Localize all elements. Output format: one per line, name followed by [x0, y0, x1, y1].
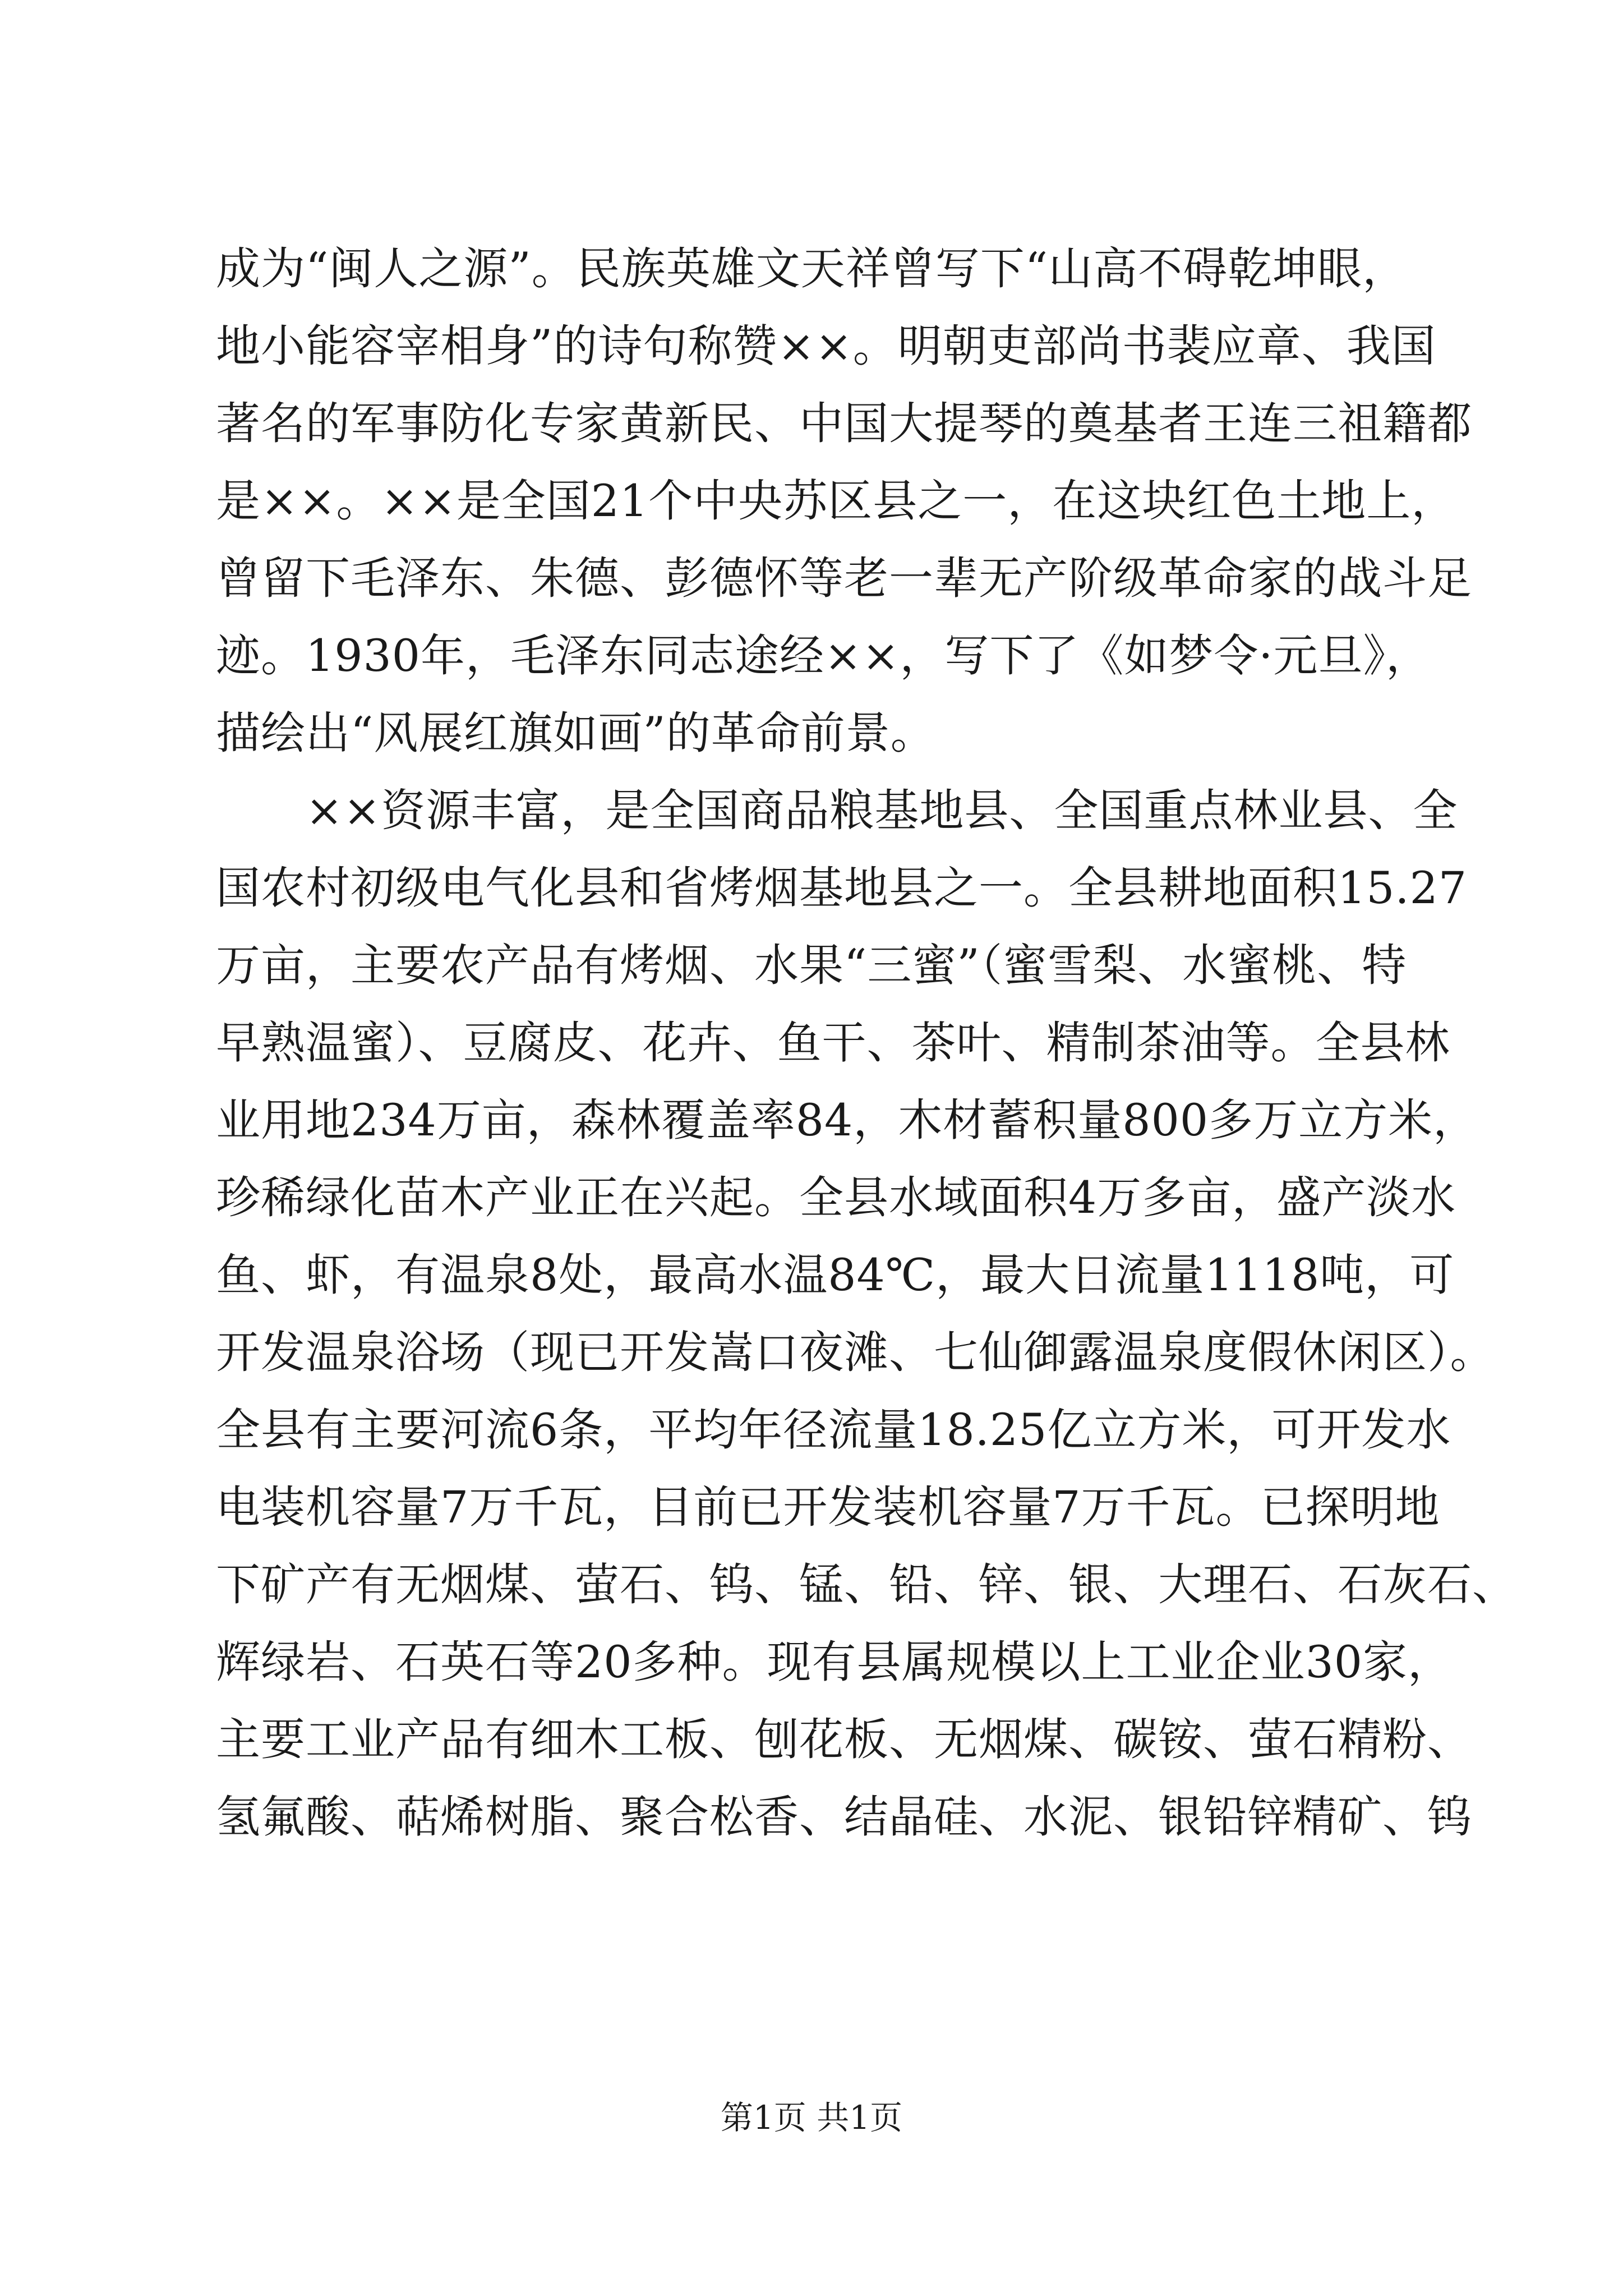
text-line: 鱼、虾，有温泉8处，最高水温84℃，最大日流量1118吨，可	[216, 1249, 1455, 1301]
text-line: 早熟温蜜）、豆腐皮、花卉、鱼干、茶叶、精制茶油等。全县林	[216, 1017, 1450, 1069]
text-line: 国农村初级电气化县和省烤烟基地县之一。全县耕地面积15.27	[216, 862, 1468, 914]
text-line: 万亩，主要农产品有烤烟、水果“三蜜”（蜜雪梨、水蜜桃、特	[216, 940, 1407, 991]
text-line: 地小能容宰相身”的诗句称赞××。明朝吏部尚书裴应章、我国	[216, 320, 1436, 372]
text-line: 主要工业产品有细木工板、刨花板、无烟煤、碳铵、萤石精粉、	[216, 1714, 1472, 1765]
page-footer	[0, 2095, 1623, 2140]
text-line: 电装机容量7万千瓦，目前已开发装机容量7万千瓦。已探明地	[216, 1481, 1440, 1533]
text-line: 曾留下毛泽东、朱德、彭德怀等老一辈无产阶级革命家的战斗足	[216, 553, 1472, 604]
body-text	[216, 230, 1517, 1856]
text-line: 辉绿岩、石英石等20多种。现有县属规模以上工业企业30家，	[216, 1636, 1453, 1688]
text-line: 珍稀绿化苗木产业正在兴起。全县水域面积4万多亩，盛产淡水	[216, 1172, 1456, 1223]
text-line: 业用地234万亩，森林覆盖率84，木材蓄积量800多万立方米，	[216, 1094, 1478, 1146]
text-line: 开发温泉浴场（现已开发嵩口夜滩、七仙御露温泉度假休闲区）。	[216, 1327, 1495, 1378]
text-line: 全县有主要河流6条，平均年径流量18.25亿立方米，可开发水	[216, 1404, 1451, 1456]
text-line: 成为“闽人之源”。民族英雄文天祥曾写下“山高不碍乾坤眼，	[216, 243, 1408, 295]
page-number-label: 第1页 共1页	[720, 2099, 903, 2137]
text-line: ××资源丰富，是全国商品粮基地县、全国重点林业县、全	[216, 785, 1458, 836]
text-line: 描绘出“风展红旗如画”的革命前景。	[216, 707, 935, 759]
text-line: 氢氟酸、萜烯树脂、聚合松香、结晶硅、水泥、银铅锌精矿、钨	[216, 1791, 1472, 1843]
text-line: 是××。××是全国21个中央苏区县之一，在这块红色土地上，	[216, 475, 1456, 527]
text-line: 下矿产有无烟煤、萤石、钨、锰、铅、锌、银、大理石、石灰石、	[216, 1559, 1517, 1611]
text-line: 著名的军事防化专家黄新民、中国大提琴的奠基者王连三祖籍都	[216, 398, 1472, 449]
text-line: 迹。1930年，毛泽东同志途经××，写下了《如梦令·元旦》，	[216, 630, 1431, 682]
